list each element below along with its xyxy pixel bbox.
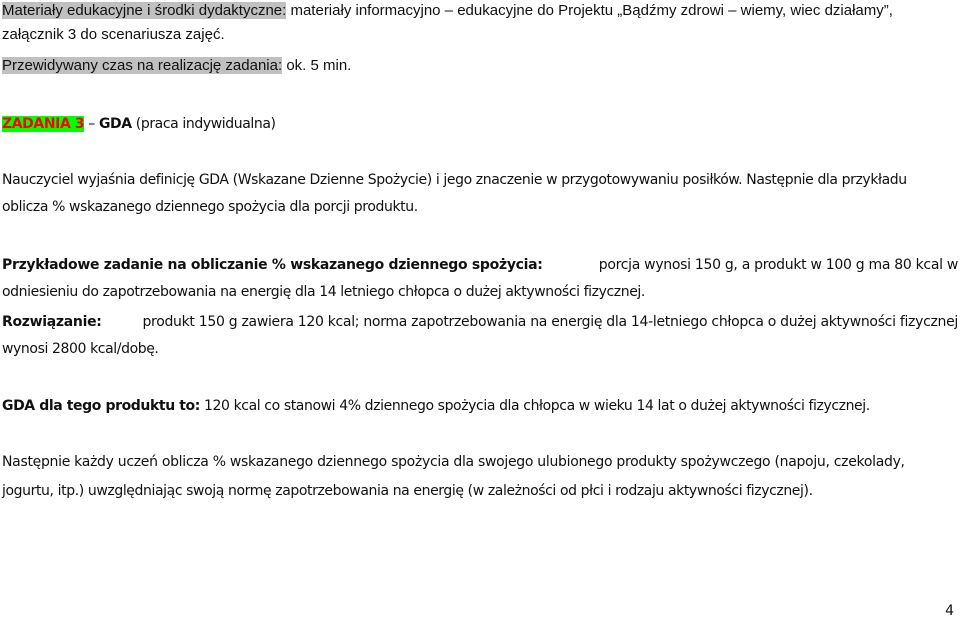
task-dash: –: [88, 116, 95, 132]
example-line: [2, 255, 958, 275]
time-line: [2, 56, 958, 76]
task-name: GDA: [98, 116, 132, 132]
next-line-1: [2, 452, 958, 472]
page-number: 4: [945, 603, 954, 619]
intro-line-1: [2, 170, 958, 190]
gda-line: [2, 396, 958, 416]
intro-text-1: Nauczyciel wyjaśnia definicję GDA (Wskazane Dzienne Spożycie) i jego znaczenie w przygotowywaniu posiłków. Następnie dla przykładu: [2, 172, 907, 188]
intro-text-2: oblicza % wskazanego dziennego spożycia dla porcji produktu.: [2, 199, 418, 215]
example-line-cont: [2, 282, 958, 302]
example-label: Przykładowe zadanie na obliczanie % wskazanego dziennego spożycia:: [2, 257, 543, 273]
materials-label: Materiały edukacyjne i środki dydaktyczne:: [2, 2, 287, 19]
materials-cont: załącznik 3 do scenariusza zajęć.: [2, 26, 225, 43]
task-mode: (praca indywidualna): [135, 116, 276, 132]
time-label: Przewidywany czas na realizację zadania:: [2, 57, 283, 74]
example-text: porcja wynosi 150 g, a produkt w 100 g ma 80 kcal w: [598, 257, 958, 273]
next-text-1: Następnie każdy uczeń oblicza % wskazanego dziennego spożycia dla swojego ulubionego produkty spożywczego (napoju, czekolady,: [2, 454, 905, 470]
solution-text: produkt 150 g zawiera 120 kcal; norma zapotrzebowania na energię dla 14-letniego chłopca o dużej aktywności fizycznej: [142, 314, 958, 330]
solution-line: [2, 312, 958, 332]
gda-text: 120 kcal co stanowi 4% dziennego spożycia dla chłopca w wieku 14 lat o dużej aktywności fizycznej.: [204, 398, 870, 414]
time-value: ok. 5 min.: [286, 57, 352, 74]
gda-label: GDA dla tego produktu to:: [2, 398, 200, 414]
next-text-2: jogurtu, itp.) uwzględniając swoją normę zapotrzebowania na energię (w zależności od płci i rodzaju aktywności fizycznej).: [2, 483, 813, 499]
task-heading: [2, 114, 958, 134]
intro-line-2: [2, 197, 958, 217]
solution-cont: wynosi 2800 kcal/dobę.: [2, 341, 159, 357]
next-line-2: [2, 481, 958, 501]
example-cont: odniesieniu do zapotrzebowania na energię dla 14 letniego chłopca o dużej aktywności fizycznej.: [2, 284, 645, 300]
solution-line-cont: [2, 339, 958, 359]
materials-line-cont: [2, 25, 958, 45]
materials-line: [2, 1, 958, 21]
solution-label: Rozwiązanie:: [2, 314, 102, 330]
task-number: ZADANIA 3: [2, 116, 85, 132]
materials-text: materiały informacyjno – edukacyjne do Projektu „Bądźmy zdrowi – wiemy, wiec działamy”,: [290, 2, 893, 19]
